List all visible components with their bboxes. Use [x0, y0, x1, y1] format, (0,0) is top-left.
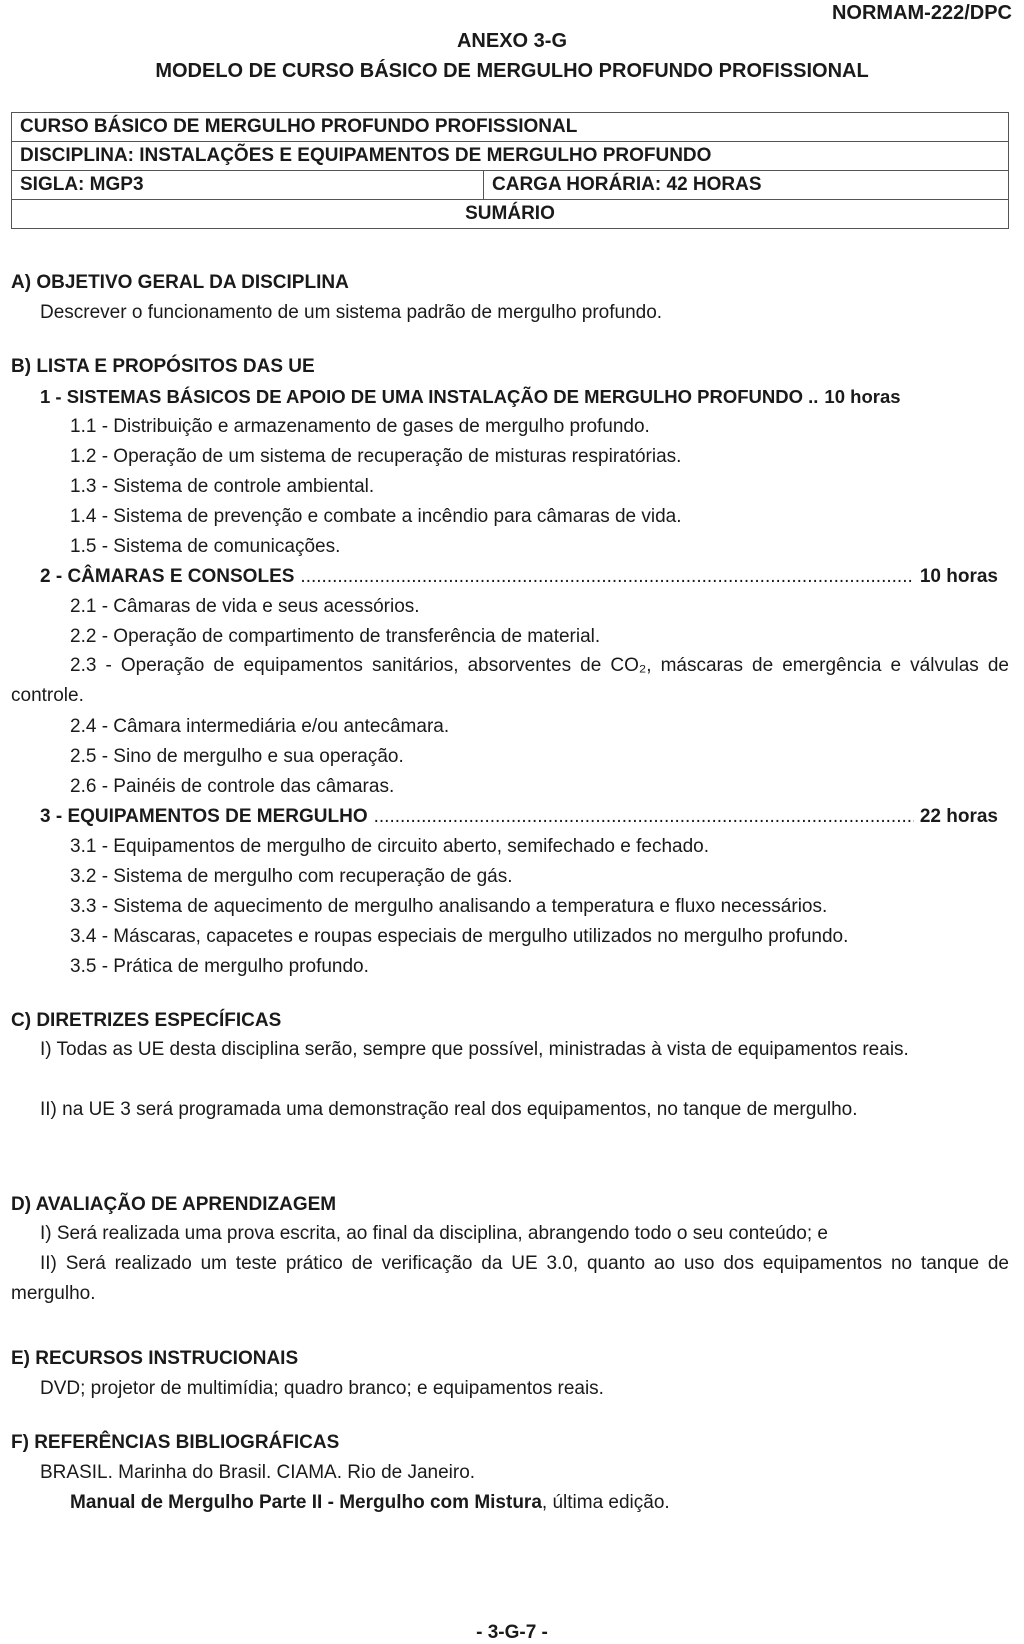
section-a-heading: A) OBJETIVO GERAL DA DISCIPLINA	[11, 272, 349, 293]
code-cell: SIGLA: MGP3	[12, 171, 484, 200]
unit-2-row	[40, 566, 998, 588]
unit-3-row	[40, 806, 998, 828]
section-e-heading: E) RECURSOS INSTRUCIONAIS	[11, 1348, 299, 1369]
list-item: 1.5 - Sistema de comunicações.	[70, 536, 341, 557]
list-item: 3.4 - Máscaras, capacetes e roupas especiais de mergulho utilizados no mergulho profundo.	[70, 926, 849, 947]
list-item: 2.4 - Câmara intermediária e/ou antecâmara.	[70, 716, 450, 737]
list-item: 2.2 - Operação de compartimento de transferência de material.	[70, 626, 601, 647]
section-d-heading: D) AVALIAÇÃO DE APRENDIZAGEM	[11, 1194, 337, 1215]
list-item: 3.1 - Equipamentos de mergulho de circuito aberto, semifechado e fechado.	[70, 836, 709, 857]
list-item: 2.6 - Painéis de controle das câmaras.	[70, 776, 395, 797]
course-info-table	[11, 112, 1009, 229]
workload-cell: CARGA HORÁRIA: 42 HORAS	[484, 171, 1009, 200]
leader-dots	[300, 566, 913, 588]
norm-code: NORMAM-222/DPC	[831, 2, 1012, 24]
list-item: 1.4 - Sistema de prevenção e combate a incêndio para câmaras de vida.	[70, 506, 682, 527]
unit-1-row	[40, 386, 1010, 408]
unit-1-title: 1 - SISTEMAS BÁSICOS DE APOIO DE UMA INSTALAÇÃO DE MERGULHO PROFUNDO ..	[40, 386, 819, 407]
reference-line: BRASIL. Marinha do Brasil. CIAMA. Rio de Janeiro.	[40, 1462, 476, 1483]
section-c-heading: C) DIRETRIZES ESPECÍFICAS	[11, 1010, 282, 1031]
list-item: 1.2 - Operação de um sistema de recuperação de misturas respiratórias.	[70, 446, 682, 467]
list-item: 2.1 - Câmaras de vida e seus acessórios.	[70, 596, 420, 617]
guideline-2: II) na UE 3 será programada uma demonstração real dos equipamentos, no tanque de mergulho.	[40, 1099, 858, 1120]
unit-1-hours: 10 horas	[824, 386, 901, 407]
evaluation-2: II) Será realizado um teste prático de verificação da UE 3.0, quanto ao uso dos equipamentos no tanque de mergulho.	[11, 1253, 1009, 1304]
unit-3-hours: 22 horas	[919, 806, 998, 827]
list-item: 3.5 - Prática de mergulho profundo.	[70, 956, 369, 977]
book-title: Manual de Mergulho Parte II - Mergulho com Mistura	[70, 1492, 542, 1513]
list-item: 2.5 - Sino de mergulho e sua operação.	[70, 746, 404, 767]
course-name-cell: CURSO BÁSICO DE MERGULHO PROFUNDO PROFISSIONAL	[12, 113, 1009, 142]
list-item: 1.3 - Sistema de controle ambiental.	[70, 476, 375, 497]
discipline-cell: DISCIPLINA: INSTALAÇÕES E EQUIPAMENTOS DE MERGULHO PROFUNDO	[12, 142, 1009, 171]
unit-2-title: 2 - CÂMARAS E CONSOLES	[40, 566, 295, 587]
section-a-text: Descrever o funcionamento de um sistema padrão de mergulho profundo.	[40, 302, 663, 323]
list-item: 3.3 - Sistema de aquecimento de mergulho analisando a temperatura e fluxo necessários.	[70, 896, 828, 917]
page-number: - 3-G-7 -	[476, 1622, 548, 1643]
book-edition: , última edição.	[541, 1492, 670, 1513]
reference-book	[70, 1492, 670, 1514]
section-b-heading: B) LISTA E PROPÓSITOS DAS UE	[11, 356, 315, 377]
summary-cell: SUMÁRIO	[12, 200, 1009, 229]
list-item: 1.1 - Distribuição e armazenamento de gases de mergulho profundo.	[70, 416, 650, 437]
document-title: MODELO DE CURSO BÁSICO DE MERGULHO PROFUNDO PROFISSIONAL	[155, 60, 869, 82]
leader-dots	[374, 806, 914, 828]
annex-title: ANEXO 3-G	[456, 30, 568, 52]
unit-3-title: 3 - EQUIPAMENTOS DE MERGULHO	[40, 806, 368, 827]
resources-text: DVD; projetor de multimídia; quadro branco; e equipamentos reais.	[40, 1378, 604, 1399]
section-f-heading: F) REFERÊNCIAS BIBLIOGRÁFICAS	[11, 1432, 340, 1453]
guideline-1: I) Todas as UE desta disciplina serão, sempre que possível, ministradas à vista de equipamentos reais.	[40, 1039, 909, 1060]
list-item: 3.2 - Sistema de mergulho com recuperação de gás.	[70, 866, 513, 887]
list-item: 2.3 - Operação de equipamentos sanitários, absorventes de CO₂, máscaras de emergência e válvulas de controle.	[11, 655, 1009, 706]
unit-2-hours: 10 horas	[919, 566, 998, 587]
evaluation-1: I) Será realizada uma prova escrita, ao final da disciplina, abrangendo todo o seu conteúdo; e	[40, 1223, 828, 1244]
